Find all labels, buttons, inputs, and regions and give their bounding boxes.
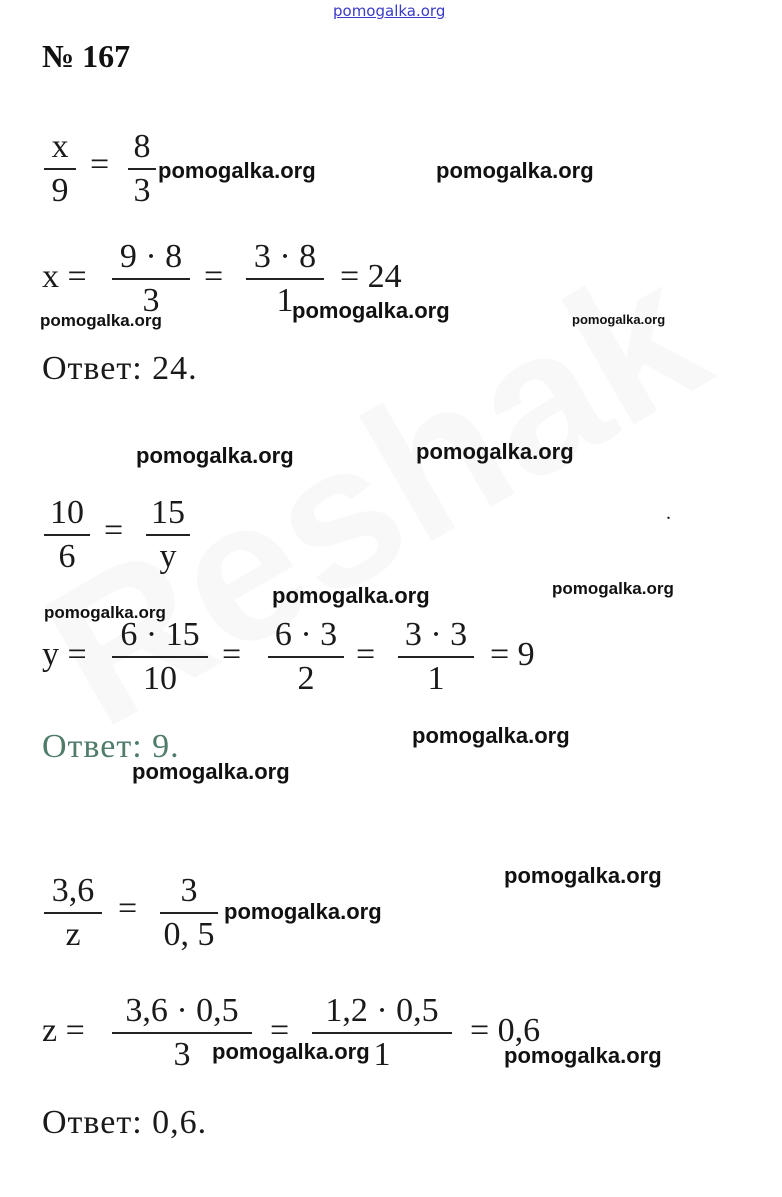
fraction-bar — [44, 168, 76, 170]
site-link[interactable]: pomogalka.org — [333, 2, 446, 20]
numerator: 3 · 8 — [253, 238, 317, 275]
watermark-text: pomogalka.org — [224, 899, 382, 924]
fraction-6x3-over-2 — [268, 616, 344, 698]
fraction-bar — [146, 534, 190, 536]
fraction-bar — [268, 656, 344, 658]
watermark-text: pomogalka.org — [572, 312, 666, 327]
watermark-text: pomogalka.org — [552, 579, 674, 598]
result-value: = 9 — [490, 636, 535, 673]
answer-text: Ответ: 9. — [42, 728, 180, 765]
fraction-bar — [112, 656, 208, 658]
solution-variable: x = — [42, 258, 87, 295]
equals-sign: = — [104, 512, 124, 549]
watermark-text: pomogalka.org — [416, 439, 574, 464]
numerator: 3 — [180, 872, 198, 909]
fraction-8-over-3 — [128, 128, 156, 210]
denominator: 10 — [143, 660, 177, 697]
numerator: x — [51, 128, 69, 165]
watermark-text: pomogalka.org — [40, 311, 162, 330]
denominator: 9 — [51, 172, 69, 209]
watermark-text: pomogalka.org — [436, 158, 594, 183]
watermark-text: pomogalka.org — [272, 583, 430, 608]
numerator: 3,6 — [51, 872, 95, 909]
fraction-bar — [128, 168, 156, 170]
fraction-3-6-over-z — [44, 872, 102, 954]
fraction-bar — [312, 1032, 452, 1034]
denominator: 1 — [373, 1036, 391, 1073]
fraction-bar — [112, 278, 190, 280]
denominator: 3 — [142, 282, 160, 319]
fraction-bar — [246, 278, 324, 280]
numerator: 3 · 3 — [404, 616, 468, 653]
equals-sign: = — [90, 146, 110, 183]
denominator: y — [159, 538, 177, 575]
equals-sign: = — [204, 258, 224, 295]
numerator: 8 — [133, 128, 151, 165]
fraction-bar — [112, 1032, 252, 1034]
result-value: = 24 — [340, 258, 402, 295]
fraction-9x8-over-3 — [112, 238, 190, 320]
equals-sign: = — [118, 890, 138, 927]
stray-dot: . — [666, 502, 671, 524]
numerator: 3,6 · 0,5 — [125, 992, 239, 1029]
fraction-bar — [44, 912, 102, 914]
result-value: = 0,6 — [470, 1012, 541, 1049]
fraction-15-over-y — [146, 494, 190, 576]
watermark-text: pomogalka.org — [212, 1039, 370, 1064]
watermark-text: pomogalka.org — [292, 298, 450, 323]
problem-title: № 167 — [42, 38, 131, 74]
watermark-text: pomogalka.org — [132, 759, 290, 784]
denominator: 2 — [297, 660, 315, 697]
denominator: 3 — [133, 172, 151, 209]
numerator: 10 — [50, 494, 84, 531]
watermark-text: pomogalka.org — [504, 1043, 662, 1068]
watermark-text: pomogalka.org — [504, 863, 662, 888]
fraction-x-over-9 — [44, 128, 76, 210]
equals-sign: = — [222, 636, 242, 673]
fraction-bar — [398, 656, 474, 658]
denominator: z — [65, 916, 81, 953]
equals-sign: = — [356, 636, 376, 673]
watermark-text: pomogalka.org — [136, 443, 294, 468]
solution-variable: y = — [42, 636, 87, 673]
denominator: 1 — [276, 282, 294, 319]
equals-sign: = — [270, 1012, 290, 1049]
numerator: 6 · 15 — [120, 616, 200, 653]
answer-text: Ответ: 0,6. — [42, 1104, 208, 1141]
fraction-10-over-6 — [44, 494, 90, 576]
fraction-3x3-over-1 — [398, 616, 474, 698]
denominator: 0, 5 — [163, 916, 215, 953]
fraction-bar — [44, 534, 90, 536]
solution-variable: z = — [42, 1012, 85, 1049]
numerator: 15 — [151, 494, 185, 531]
fraction-6x15-over-10 — [112, 616, 208, 698]
denominator: 1 — [427, 660, 445, 697]
fraction-bar — [160, 912, 218, 914]
answer-text: Ответ: 24. — [42, 350, 198, 387]
denominator: 3 — [173, 1036, 191, 1073]
denominator: 6 — [58, 538, 76, 575]
fraction-3-over-0-5 — [160, 872, 218, 954]
watermark-text: pomogalka.org — [412, 723, 570, 748]
numerator: 6 · 3 — [274, 616, 338, 653]
watermark-text: pomogalka.org — [158, 158, 316, 183]
numerator: 9 · 8 — [119, 238, 183, 275]
watermark-text: pomogalka.org — [44, 603, 166, 622]
numerator: 1,2 · 0,5 — [325, 992, 439, 1029]
